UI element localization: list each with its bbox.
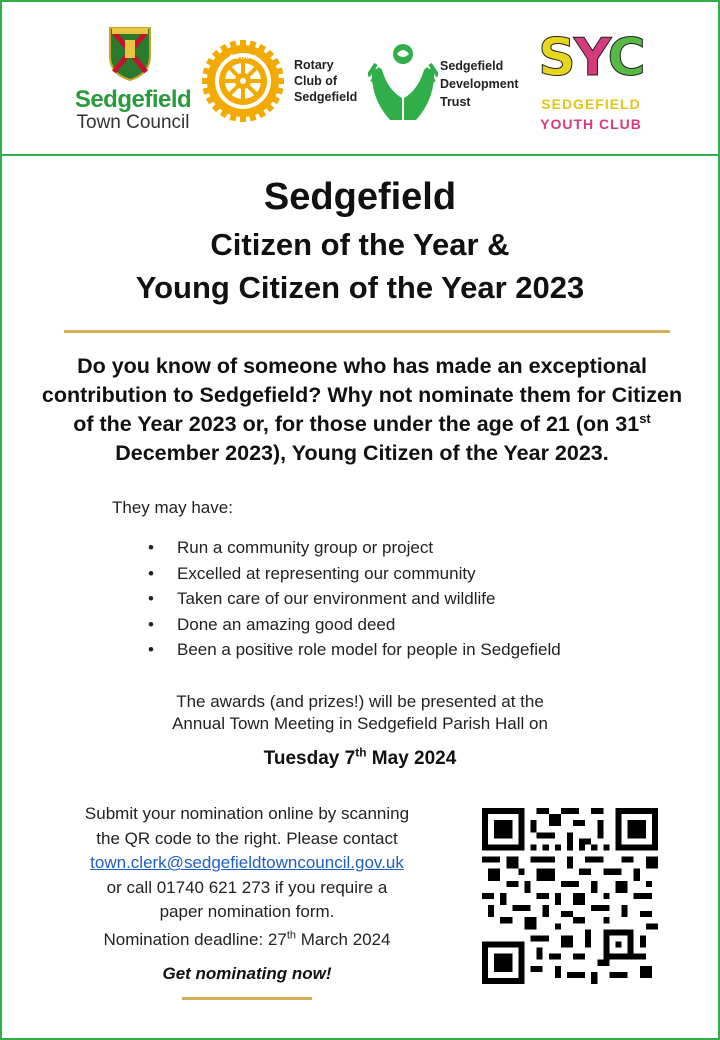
title-town: Sedgefield — [263, 176, 457, 218]
list-item-text: Taken care of our environment and wildlife — [177, 589, 496, 608]
development-trust-label — [440, 57, 540, 111]
list-item — [148, 535, 561, 561]
syc-subtitle-1: SEDGEFIELD — [541, 96, 641, 112]
date-text: Tuesday 7 — [263, 748, 356, 769]
hands-icon — [368, 38, 438, 126]
submission-line: the QR code to the right. Please contact — [96, 828, 398, 848]
rotary-label — [294, 57, 374, 105]
gear-tooth — [276, 78, 284, 84]
syc-logo — [536, 28, 646, 138]
title-young-citizen: Young Citizen of the Year 2023 — [135, 270, 585, 305]
intro-paragraph — [30, 352, 694, 468]
rotary-label-line: Rotary — [294, 58, 334, 72]
intro-superscript: st — [639, 410, 651, 426]
rotary-wheel-icon — [202, 40, 284, 122]
town-council-name: Sedgefield — [74, 86, 192, 113]
date-superscript: th — [355, 745, 367, 760]
deadline-text: Nomination deadline: 27 — [103, 930, 287, 949]
submission-line: or call 01740 621 273 if you require a — [106, 877, 388, 897]
call-to-action: Get nominating now! — [162, 964, 332, 983]
criteria-list — [148, 535, 561, 663]
awards-line: Annual Town Meeting in Sedgefield Parish Hall on — [172, 714, 548, 733]
awards-line: The awards (and prizes!) will be presented at the — [176, 692, 544, 711]
development-trust-label-line: Trust — [440, 95, 471, 109]
development-trust-label-line: Development — [440, 77, 519, 91]
rotary-label-line: Club of — [294, 74, 338, 88]
gear-tooth — [240, 114, 246, 122]
list-item-text: Done an amazing good deed — [177, 614, 396, 634]
divider — [64, 330, 670, 333]
title-citizen: Citizen of the Year & — [210, 227, 510, 262]
nomination-deadline — [42, 930, 452, 950]
rotary-wheel-text: ROTARY — [229, 54, 257, 61]
syc-letter-y: Y — [573, 28, 608, 88]
submission-info — [42, 802, 452, 925]
development-trust-label-line: Sedgefield — [440, 59, 504, 73]
event-date — [2, 745, 718, 770]
list-item-text: Excelled at representing our community — [177, 563, 476, 583]
logo-bar — [2, 2, 718, 156]
criteria-heading: They may have: — [112, 498, 233, 517]
submission-line — [42, 851, 452, 876]
rotary-label-line: Sedgefield — [294, 90, 358, 104]
town-council-logo — [72, 26, 194, 136]
list-item-text: Been a positive role model for people in Sedgefield — [177, 640, 561, 659]
list-item — [148, 612, 561, 638]
qr-code[interactable] — [482, 808, 658, 984]
deadline-superscript: th — [286, 929, 297, 942]
bullet-icon: • — [148, 589, 154, 608]
gear-tooth — [240, 40, 246, 48]
submission-line: Submit your nomination online by scanning — [84, 804, 410, 823]
divider — [182, 997, 312, 1000]
awards-info — [2, 691, 718, 735]
list-item — [148, 637, 561, 663]
bullet-icon: • — [148, 538, 154, 557]
bullet-icon: • — [148, 614, 154, 634]
syc-letter-s: S — [538, 28, 574, 88]
intro-text-end: December 2023), Young Citizen of the Year 2023. — [115, 441, 609, 465]
syc-subtitle-2: YOUTH CLUB — [540, 116, 642, 132]
list-item-text: Run a community group or project — [177, 538, 434, 557]
syc-letters — [536, 28, 646, 88]
gear-tooth — [202, 78, 210, 84]
email-link[interactable]: town.clerk@sedgefieldtowncouncil.gov.uk — [90, 853, 404, 872]
syc-letter-c: C — [607, 28, 644, 88]
town-council-subtitle: Town Council — [76, 112, 190, 133]
date-text-end: May 2024 — [366, 748, 457, 769]
deadline-text-end: March 2024 — [296, 930, 391, 949]
crest-icon — [108, 26, 152, 82]
submission-line: paper nomination form. — [159, 902, 335, 921]
bullet-icon: • — [148, 640, 154, 659]
list-item — [148, 586, 561, 612]
bullet-icon: • — [148, 563, 154, 583]
intro-text: Do you know of someone who has made an exceptional contribution to Sedgefield? Why not nominate them for Citizen of the Year 2023 or, for those under the age of 21 (on 31 — [41, 354, 683, 436]
list-item — [148, 561, 561, 587]
